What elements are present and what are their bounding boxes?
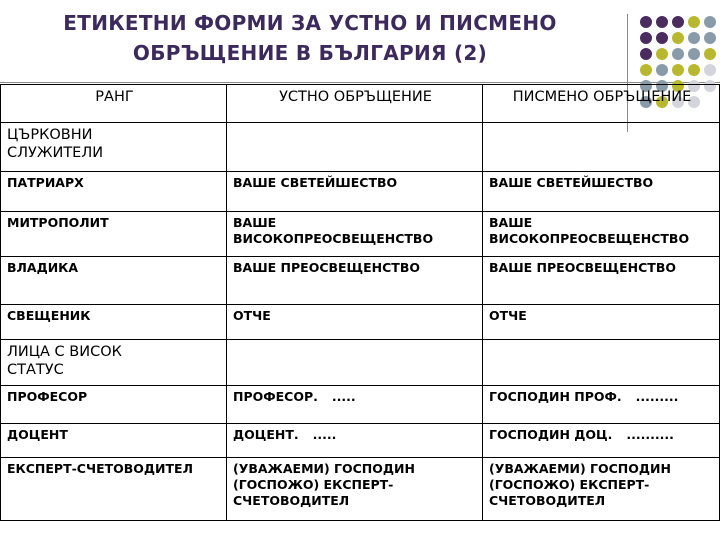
cell-text: ГОСПОДИН ДОЦ. — [489, 427, 613, 442]
rank-cell: ВЛАДИКА — [1, 257, 227, 305]
category-line: СЛУЖИТЕЛИ — [7, 145, 104, 161]
written-cell: ОТЧЕ — [483, 305, 720, 340]
table-cell — [483, 340, 720, 386]
dot — [672, 32, 684, 44]
rank-cell: СВЕЩЕНИК — [1, 305, 227, 340]
dot — [672, 64, 684, 76]
table-cell — [227, 123, 483, 172]
cell-line: (ГОСПОЖО) ЕКСПЕРТ- — [233, 477, 394, 492]
dot — [640, 64, 652, 76]
dot — [640, 16, 652, 28]
category-line: СТАТУС — [7, 362, 64, 378]
oral-cell — [227, 212, 483, 257]
cell-line: (УВАЖАЕМИ) ГОСПОДИН — [489, 461, 671, 476]
cell-text: ГОСПОДИН ПРОФ. — [489, 389, 622, 404]
dot — [704, 48, 716, 60]
category-high-status — [1, 340, 227, 386]
written-cell: ВАШЕ СВЕТЕЙШЕСТВО — [483, 172, 720, 212]
cell-line: СЧЕТОВОДИТЕЛ — [489, 493, 606, 508]
rank-cell: ЕКСПЕРТ-СЧЕТОВОДИТЕЛ — [1, 458, 227, 521]
etiquette-table — [0, 84, 720, 521]
dot — [656, 64, 668, 76]
cell-text: ДОЦЕНТ. — [233, 427, 299, 442]
title-line-2: ОБРЪЩЕНИЕ В БЪЛГАРИЯ (2) — [132, 41, 488, 65]
dot — [704, 32, 716, 44]
oral-cell: ВАШЕ СВЕТЕЙШЕСТВО — [227, 172, 483, 212]
rank-cell: ПАТРИАРХ — [1, 172, 227, 212]
table-row — [1, 386, 720, 424]
cell-dots: .......... — [626, 427, 674, 442]
category-row-clergy — [1, 123, 720, 172]
decorative-horizontal-line — [0, 82, 720, 83]
cell-line: (УВАЖАЕМИ) ГОСПОДИН — [233, 461, 415, 476]
table-header-row — [1, 85, 720, 123]
table-row — [1, 172, 720, 212]
cell-line: ВИСОКОПРЕОСВЕЩЕНСТВО — [233, 231, 434, 246]
dot — [640, 48, 652, 60]
dot — [704, 64, 716, 76]
dot — [688, 32, 700, 44]
dot — [688, 64, 700, 76]
cell-dots: ..... — [331, 389, 356, 404]
table-row — [1, 212, 720, 257]
dot — [672, 48, 684, 60]
rank-cell: МИТРОПОЛИТ — [1, 212, 227, 257]
slide-title — [10, 8, 610, 68]
table-cell — [227, 340, 483, 386]
written-cell — [483, 424, 720, 458]
category-line: ЦЪРКОВНИ — [7, 127, 93, 143]
oral-cell: ВАШЕ ПРЕОСВЕЩЕНСТВО — [227, 257, 483, 305]
header-oral: УСТНО ОБРЪЩЕНИЕ — [227, 85, 483, 123]
cell-line: СЧЕТОВОДИТЕЛ — [233, 493, 350, 508]
dot — [640, 32, 652, 44]
dot — [704, 16, 716, 28]
category-clergy — [1, 123, 227, 172]
dot — [688, 16, 700, 28]
category-row-high-status — [1, 340, 720, 386]
rank-cell: ПРОФЕСОР — [1, 386, 227, 424]
cell-dots: ......... — [635, 389, 679, 404]
table-row — [1, 257, 720, 305]
cell-line: ВИСОКОПРЕОСВЕЩЕНСТВО — [489, 231, 690, 246]
dot — [688, 48, 700, 60]
category-line: ЛИЦА С ВИСОК — [7, 344, 122, 360]
oral-cell — [227, 458, 483, 521]
cell-line: ВАШЕ — [233, 215, 277, 230]
oral-cell: ОТЧЕ — [227, 305, 483, 340]
dot — [656, 32, 668, 44]
written-cell: ВАШЕ ПРЕОСВЕЩЕНСТВО — [483, 257, 720, 305]
cell-line: ВАШЕ — [489, 215, 533, 230]
oral-cell — [227, 386, 483, 424]
written-cell — [483, 212, 720, 257]
cell-line: (ГОСПОЖО) ЕКСПЕРТ- — [489, 477, 650, 492]
dot — [672, 16, 684, 28]
table-cell — [483, 123, 720, 172]
title-line-1: ЕТИКЕТНИ ФОРМИ ЗА УСТНО И ПИСМЕНО — [63, 11, 557, 35]
oral-cell — [227, 424, 483, 458]
header-rank: РАНГ — [1, 85, 227, 123]
written-cell — [483, 458, 720, 521]
rank-cell: ДОЦЕНТ — [1, 424, 227, 458]
cell-dots: ..... — [312, 427, 337, 442]
table-row — [1, 424, 720, 458]
dot — [656, 16, 668, 28]
table-row — [1, 458, 720, 521]
cell-text: ПРОФЕСОР. — [233, 389, 318, 404]
written-cell — [483, 386, 720, 424]
dot — [656, 48, 668, 60]
header-written: ПИСМЕНО ОБРЪЩЕНИЕ — [483, 85, 720, 123]
table-row — [1, 305, 720, 340]
